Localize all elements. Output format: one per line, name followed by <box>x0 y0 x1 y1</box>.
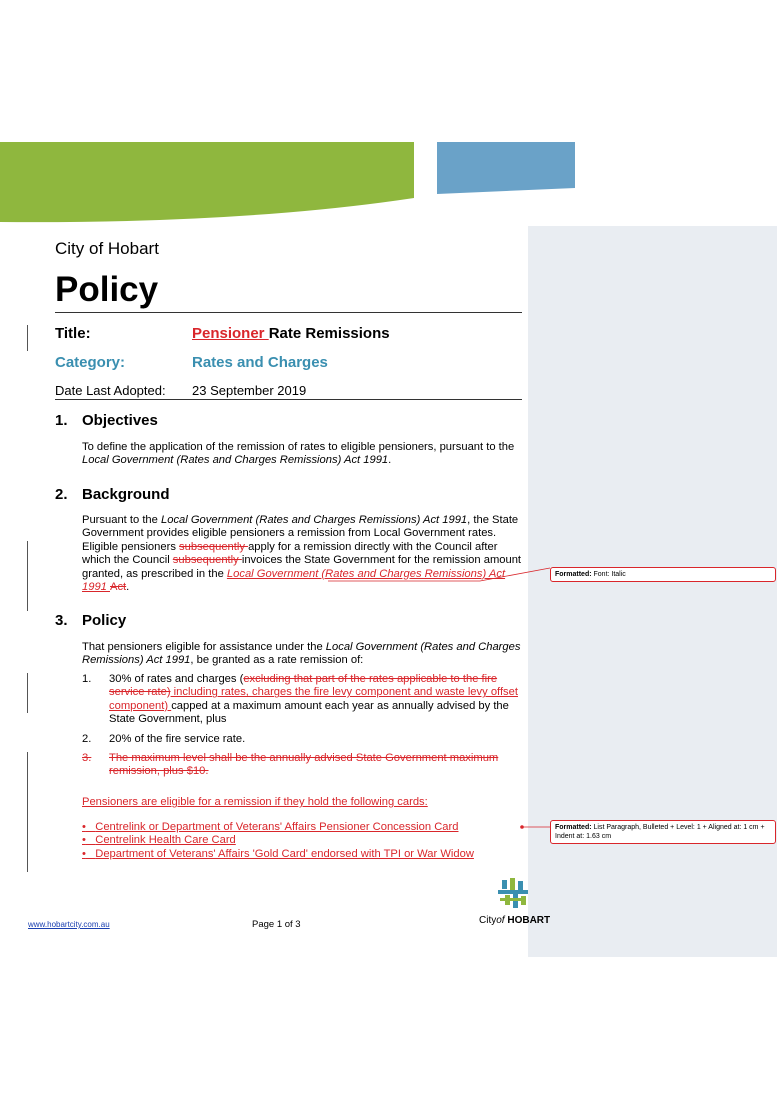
section-3-title: Policy <box>82 612 127 629</box>
list-item-3-deleted: The maximum level shall be the annually advised State Government maximum remission, plus $10. <box>109 752 499 778</box>
list-item-3-number: 3. <box>82 752 92 764</box>
category-value: Rates and Charges <box>192 354 328 371</box>
date-label: Date Last Adopted: <box>55 383 166 398</box>
section-3-intro: That pensioners eligible for assistance under the Local Government (Rates and Charges Remissions) Act 1991, be granted as a rate remission of: <box>82 641 521 667</box>
organisation-name: City of Hobart <box>55 239 159 258</box>
city-logo-wordmark: Cityof HOBART <box>479 915 551 926</box>
list-item-2: 20% of the fire service rate. <box>109 733 246 745</box>
comment-anchor-dot <box>520 825 524 829</box>
date-value: 23 September 2019 <box>192 383 307 398</box>
section-2-number: 2. <box>55 486 68 503</box>
title-label: Title: <box>55 325 91 342</box>
deleted-text: subsequently <box>172 554 242 567</box>
list-item-1: 30% of rates and charges (excluding that part of the rates applicable to the fire service rate) including rates, charges the fire levy component and waste levy offset component) capped at a maximum amount each year as annually advised by the State Government, plus <box>109 673 518 726</box>
doc-type-heading: Policy <box>55 270 159 309</box>
section-1-paragraph: To define the application of the remission of rates to eligible pensioners, pursuant to the Local Government (Rates and Charges Remissions) Act 1991. <box>82 441 515 467</box>
inserted-text: Local Government (Rates and Charges Remissions) Act 1991 <box>82 567 506 594</box>
list-item-1-number: 1. <box>82 673 92 685</box>
title-rest: Rate Remissions <box>268 325 390 342</box>
card-list-item: • Centrelink Health Care Card <box>82 834 236 846</box>
cards-intro: Pensioners are eligible for a remission if they hold the following cards: <box>82 796 428 808</box>
city-logo-icon <box>496 878 532 912</box>
card-list-item: • Department of Veterans' Affairs 'Gold Card' endorsed with TPI or War Widow <box>82 848 474 860</box>
deleted-text: subsequently <box>179 540 249 553</box>
footer-website-link[interactable]: www.hobartcity.com.au <box>28 920 110 929</box>
section-1-number: 1. <box>55 412 68 429</box>
section-2-title: Background <box>82 486 170 503</box>
format-comment-balloon[interactable]: Formatted: List Paragraph, Bulleted + Level: 1 + Aligned at: 1 cm + Indent at: 1.63 cm <box>550 820 776 844</box>
card-list-item: • Centrelink or Department of Veterans' Affairs Pensioner Concession Card <box>82 821 459 833</box>
section-2-paragraph: Pursuant to the Local Government (Rates and Charges Remissions) Act 1991, the State Government provides eligible pensioners a remission from Local Government rates. Eligible pensioners subsequently apply for a remission directly with the Council after which the Council subsequently invoices the State Government for the remission amount granted, as prescribed in the Local Government (Rates and Charges Remissions) Act 1991 Act. <box>82 514 522 594</box>
section-3-number: 3. <box>55 612 68 629</box>
inserted-text: including rates, charges the fire levy component and waste levy offset component) <box>109 686 518 712</box>
comment-connector-1 <box>328 568 550 581</box>
footer-page-number: Page 1 of 3 <box>252 919 301 930</box>
title-inserted-text: Pensioner <box>192 325 269 342</box>
deleted-text: Act <box>110 581 127 594</box>
list-item-2-number: 2. <box>82 733 92 745</box>
format-comment-balloon[interactable]: Formatted: Font: Italic <box>550 567 776 582</box>
category-label: Category: <box>55 354 126 371</box>
deleted-text: excluding that part of the rates applicable to the fire service rate) <box>109 673 498 699</box>
section-1-title: Objectives <box>82 412 158 429</box>
